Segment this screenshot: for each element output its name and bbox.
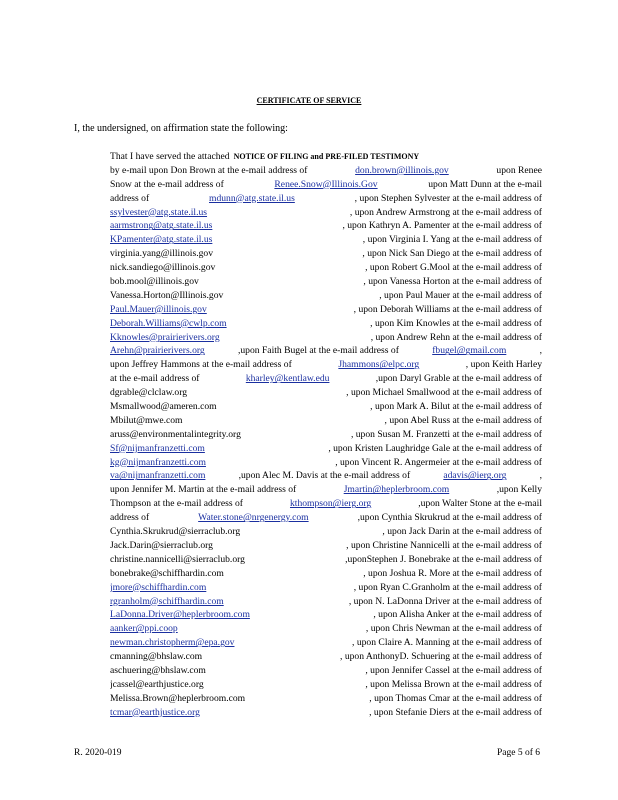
certificate-title: CERTIFICATE OF SERVICE [256,96,362,105]
text-line [110,539,542,553]
text-line [110,303,542,317]
service-list [110,150,542,720]
line-text: upon Jeffrey Hammons at the e-mail address of [110,359,292,371]
text-line [110,525,542,539]
text-line [110,247,542,261]
email-link[interactable]: kthompson@ierg.org [289,498,372,510]
text-line [110,622,542,636]
line-text: ,upon Faith Bugel at the e-mail address of [237,345,399,357]
email-link[interactable]: tcmar@earthjustice.org [110,706,200,718]
line-text: , upon Chris Newman at the e-mail address of [365,623,542,635]
email-link[interactable]: jmore@schiffhardin.com [110,581,207,593]
email-link[interactable]: Arehn@prairierivers.org [110,345,205,357]
line-text: , upon Joshua R. More at the e-mail address of [363,567,542,579]
docket-number: R. 2020-019 [74,748,122,758]
text-line [110,456,542,470]
line-text: That I have served the attached [110,151,230,162]
email-link[interactable]: va@nijmanfranzetti.com [110,470,206,482]
email-link[interactable]: mdunn@atg.state.il.us [209,192,295,204]
bold-text: NOTICE OF FILING and PRE-FILED TESTIMONY [233,152,420,161]
email-link[interactable]: fbugel@gmail.com [432,345,507,357]
line-text: , upon Michael Smallwood at the e-mail address of [346,387,542,399]
line-text: , upon Paul Mauer at the e-mail address of [379,289,542,301]
text-line [110,233,542,247]
text-line [110,219,542,233]
line-text: , upon Virginia I. Yang at the e-mail address of [362,234,542,246]
line-text: , upon Andrew Rehn at the e-mail address of [370,331,542,343]
text-line [110,553,542,567]
line-text: ,upon Daryl Grable at the e-mail address of [375,373,542,385]
line-text: , upon Abel Russ at the e-mail address of [384,414,542,426]
page-number: Page 5 of 6 [496,748,540,758]
line-text: , upon AnthonyD. Schuering at the e-mail address of [340,651,542,663]
line-text: bob.mool@illinois.gov [110,276,199,288]
line-text: Vanessa.Horton@Illinois.gov [110,289,224,301]
text-line [110,706,542,720]
line-text: bonebrake@schiffhardin.com [110,567,224,579]
text-line [110,331,542,345]
line-text: , upon N. LaDonna Driver at the e-mail address of [348,595,542,607]
line-text: ,upon Walter Stone at the e-mail [418,498,542,510]
line-text: jcassel@earthjustice.org [110,678,204,690]
email-link[interactable]: kg@nijmanfranzetti.com [110,456,206,468]
line-text: ,uponStephen J. Bonebrake at the e-mail address of [345,553,542,565]
line-text: , upon Ryan C.Granholm at the e-mail address of [353,581,542,593]
line-text: , upon Melissa Brown at the e-mail address of [365,678,542,690]
text-line [110,164,542,178]
text-line [110,567,542,581]
text-line [110,442,542,456]
line-text: , [539,470,542,482]
email-link[interactable]: rgranholm@schiffhardin.com [110,595,224,607]
line-text: christine.nannicelli@sierraclub.org [110,553,245,565]
email-link[interactable]: LaDonna.Driver@heplerbroom.com [110,609,250,621]
text-line [110,317,542,331]
line-text: upon Matt Dunn at the e-mail [428,178,542,190]
line-text: , upon Kathryn A. Pamenter at the e-mail address of [342,220,542,232]
line-text: , upon Vincent R. Angermeier at the e-mail address of [335,456,542,468]
text-line [110,178,542,192]
email-link[interactable]: adavis@ierg.org [443,470,507,482]
text-line [110,358,542,372]
text-line [110,581,542,595]
line-text: address of [110,512,150,524]
text-line [110,469,542,483]
email-link[interactable]: KPamenter@atg.state.il.us [110,234,213,246]
email-link[interactable]: Renee.Snow@Illinois.Gov [274,178,378,190]
email-link[interactable]: aarmstrong@atg.state.il.us [110,220,213,232]
line-text: , upon Robert G.Mool at the e-mail address of [365,262,542,274]
line-text: Snow at the e-mail address of [110,178,224,190]
line-text: , upon Deborah Williams at the e-mail address of [353,303,542,315]
email-link[interactable]: kharley@kentlaw.edu [245,373,330,385]
email-link[interactable]: don.brown@illinois.gov [355,164,449,176]
text-line [110,206,542,220]
text-line [110,511,542,525]
text-line [110,400,542,414]
line-text: ,upon Cynthia Skrukrud at the e-mail address of [357,512,542,524]
line-text: , upon Claire A. Manning at the e-mail address of [352,637,542,649]
line-text: , upon Stefanie Diers at the e-mail address of [369,706,542,718]
text-line [110,344,542,358]
line-text: ,upon Alec M. Davis at the e-mail address of [238,470,411,482]
line-text: , upon Jennifer Cassel at the e-mail address of [365,664,542,676]
line-text: upon Jennifer M. Martin at the e-mail address of [110,484,297,496]
line-text: , upon Mark A. Bilut at the e-mail address of [370,401,542,413]
text-line [110,636,542,650]
line-text: , upon Stephen Sylvester at the e-mail address of [354,192,542,204]
line-text: , upon Kim Knowles at the e-mail address of [370,317,542,329]
email-link[interactable]: Sf@nijmanfranzetti.com [110,442,205,454]
line-text: ,upon Kelly [496,484,542,496]
line-text: Msmallwood@ameren.com [110,401,217,413]
text-line [110,414,542,428]
line-text: , upon Jack Darin at the e-mail address of [382,526,542,538]
email-link[interactable]: Paul.Mauer@illinois.gov [110,303,207,315]
email-link[interactable]: Water.stone@nrgenergy.com [198,512,309,524]
text-line [110,692,542,706]
line-text: by e-mail upon Don Brown at the e-mail address of [110,164,308,176]
text-line [110,428,542,442]
email-link[interactable]: Deborah.Williams@cwlp.com [110,317,227,329]
line-text: , upon Thomas Cmar at the e-mail address of [369,692,542,704]
text-line [110,595,542,609]
text-line [110,678,542,692]
line-text: , upon Kristen Laughridge Gale at the e-mail address of [328,442,542,454]
line-text: , upon Susan M. Franzetti at the e-mail address of [350,428,542,440]
text-line [110,650,542,664]
line-text: , upon Keith Harley [465,359,542,371]
line-text: Thompson at the e-mail address of [110,498,243,510]
line-text: upon Renee [496,164,542,176]
text-line [110,261,542,275]
line-text: , upon Christine Nannicelli at the e-mail address of [346,539,542,551]
text-line [110,386,542,400]
line-text: , upon Vanessa Horton at the e-mail address of [363,276,542,288]
line-text: cmanning@bhslaw.com [110,651,203,663]
text-line [110,608,542,622]
line-text: Cynthia.Skrukrud@sierraclub.org [110,526,241,538]
text-line [110,192,542,206]
line-text: Melissa.Brown@heplerbroom.com [110,692,246,704]
text-line [110,664,542,678]
line-text: at the e-mail address of [110,373,200,385]
email-link[interactable]: Kknowles@prairierivers.org [110,331,220,343]
line-text: , upon Nick San Diego at the e-mail address of [362,248,542,260]
line-text: , upon Andrew Armstrong at the e-mail address of [349,206,542,218]
line-text: , [539,345,542,357]
email-link[interactable]: ssylvester@atg.state.il.us [110,206,208,218]
email-link[interactable]: Jmartin@heplerbroom.com [343,484,450,496]
text-line [110,275,542,289]
text-line [110,289,542,303]
email-link[interactable]: newman.christopherm@epa.gov [110,637,235,649]
line-text: virginia.yang@illinois.gov [110,248,213,260]
text-line [110,150,542,164]
line-text: aschuering@bhslaw.com [110,664,206,676]
email-link[interactable]: Jhammons@elpc.org [338,359,420,371]
line-text: Jack.Darin@sierraclub.org [110,539,213,551]
line-text: , upon Alisha Anker at the e-mail address of [373,609,542,621]
line-text: aruss@environmentalintegrity.org [110,428,241,440]
intro-statement: I, the undersigned, on affirmation state the following: [74,123,288,134]
line-text: nick.sandiego@illinois.gov [110,262,216,274]
line-text: address of [110,192,150,204]
line-text: Mbilut@mwe.com [110,414,183,426]
text-line [110,483,542,497]
text-line [110,497,542,511]
text-line [110,372,542,386]
line-text: dgrable@clclaw.org [110,387,188,399]
email-link[interactable]: aanker@ppi.coop [110,623,178,635]
